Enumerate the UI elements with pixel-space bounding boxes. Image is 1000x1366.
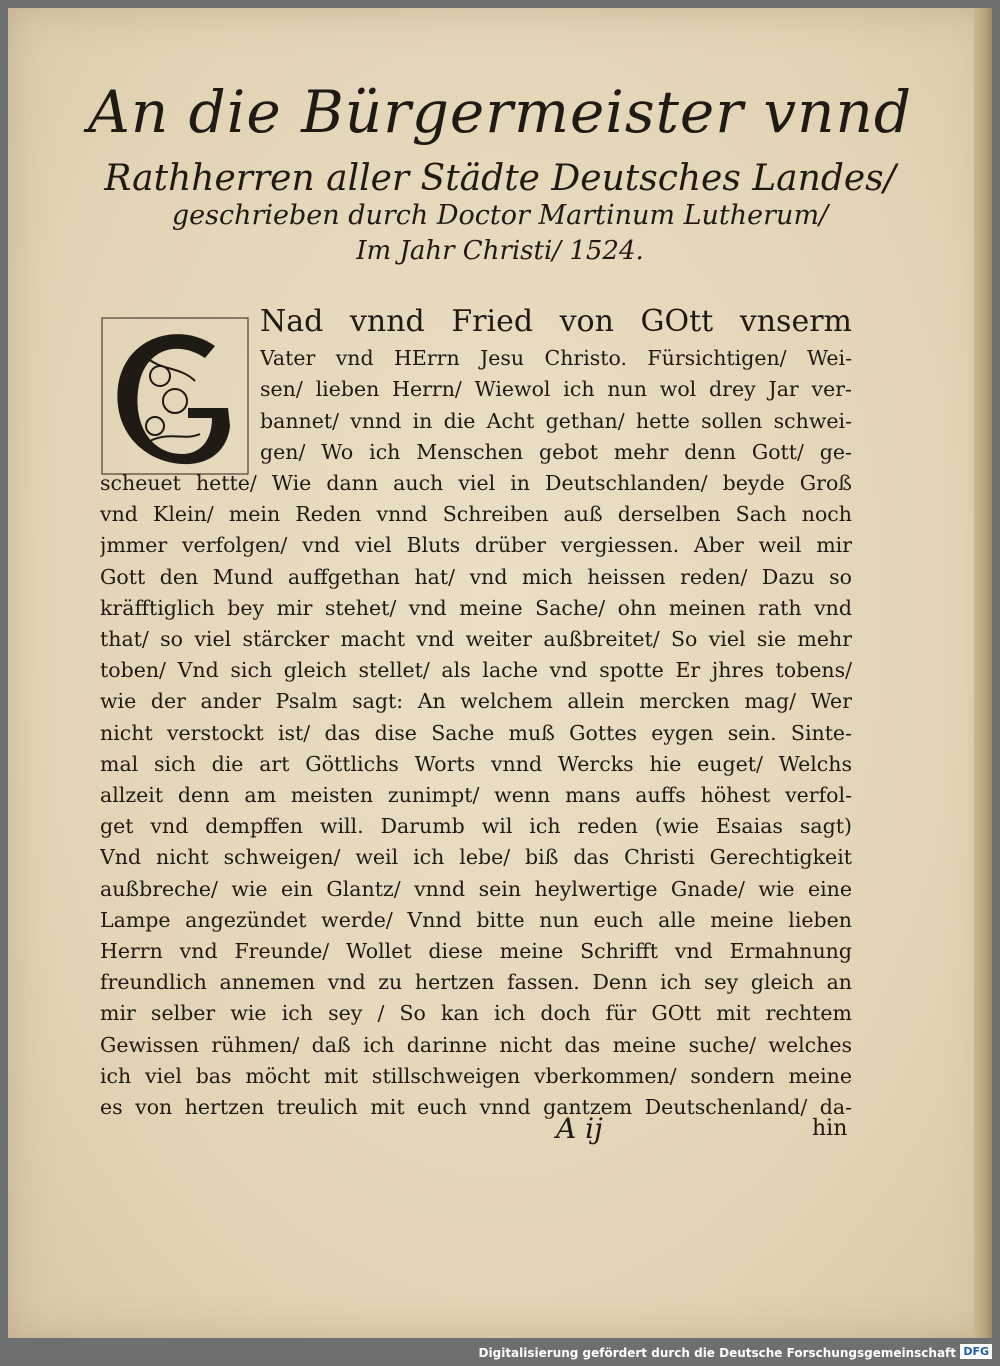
text-line: Gott den Mund auffgethan hat/ vnd mich heissen reden/ Dazu so — [100, 564, 852, 589]
text-line: get vnd dempffen will. Darumb wil ich reden (wie Esaias sagt) — [100, 814, 852, 839]
text-line: Vnd nicht schweigen/ weil ich lebe/ biß das Christi Gerechtigkeit — [100, 845, 852, 870]
text-line: Herrn vnd Freunde/ Wollet diese meine Schrifft vnd Ermahnung — [100, 939, 852, 963]
text-line: Gewissen rühmen/ daß ich darinne nicht das meine suche/ welches — [100, 1032, 852, 1057]
text-line: Nad vnnd Fried von GOtt vnserm — [260, 306, 852, 337]
text-line: allzeit denn am meisten zunimpt/ wenn mans auffs höhest verfol- — [100, 783, 852, 807]
text-line: wie der ander Psalm sagt: An welchem allein mercken mag/ Wer — [100, 689, 852, 714]
text-line: mal sich die art Göttlichs Worts vnnd Wercks hie euget/ Welchs — [100, 751, 852, 776]
title-line-1: An die Bürgermeister vnnd — [87, 78, 913, 146]
text-line: sen/ lieben Herrn/ Wiewol ich nun wol drey Jar ver- — [260, 377, 852, 402]
text-line: Vater vnd HErrn Jesu Christo. Fürsichtigen/ Wei- — [260, 346, 852, 371]
text-line: freundlich annemen vnd zu hertzen fassen. Denn ich sey gleich an — [100, 970, 852, 995]
title-line-2: Rathherren aller Städte Deutsches Landes/ — [104, 158, 896, 199]
text-line: nicht verstockt ist/ das dise Sache muß Gottes eygen sein. Sinte- — [100, 720, 852, 745]
page-signature: A ij — [556, 1112, 603, 1145]
text-line: jmmer verfolgen/ vnd viel Bluts drüber vergiessen. Aber weil mir — [100, 533, 852, 558]
text-line: es von hertzen treulich mit euch vnnd gantzem Deutschenland/ da- — [100, 1095, 852, 1119]
text-line: scheuet hette/ Wie dann auch viel in Deutschlanden/ beyde Groß — [100, 471, 852, 495]
text-line: Lampe angezündet werde/ Vnnd bitte nun euch alle meine lieben — [100, 907, 852, 932]
text-line: kräfftiglich bey mir stehet/ vnd meine Sache/ ohn meinen rath vnd — [100, 595, 852, 620]
book-binding-edge — [974, 8, 992, 1338]
catchword: hin — [812, 1116, 848, 1141]
text-line: gen/ Wo ich Menschen gebot mehr denn Gott/ ge- — [260, 439, 852, 464]
text-line: that/ so viel stärcker macht vnd weiter außbreitet/ So viel sie mehr — [100, 627, 852, 651]
drop-cap-ornament — [100, 316, 250, 476]
footer-credit: Digitalisierung gefördert durch die Deutsche Forschungsgemeinschaft — [478, 1346, 956, 1360]
text-line: bannet/ vnnd in die Acht gethan/ hette sollen schwei- — [260, 408, 852, 433]
text-line: ich viel bas möcht mit stillschweigen vberkommen/ sondern meine — [100, 1063, 852, 1088]
text-line: vnd Klein/ mein Reden vnnd Schreiben auß derselben Sach noch — [100, 502, 852, 527]
title-line-3: geschrieben durch Doctor Martinum Lutherum/ — [171, 200, 829, 231]
dfg-logo: DFG — [960, 1344, 992, 1359]
title-line-4: Im Jahr Christi/ 1524. — [356, 236, 644, 266]
text-line: außbreche/ wie ein Glantz/ vnnd sein heylwertige Gnade/ wie eine — [100, 876, 852, 901]
text-line: mir selber wie ich sey / So kan ich doch für GOtt mit rechtem — [100, 1001, 852, 1026]
text-line: toben/ Vnd sich gleich stellet/ als lache vnd spotte Er jhres tobens/ — [100, 658, 852, 683]
